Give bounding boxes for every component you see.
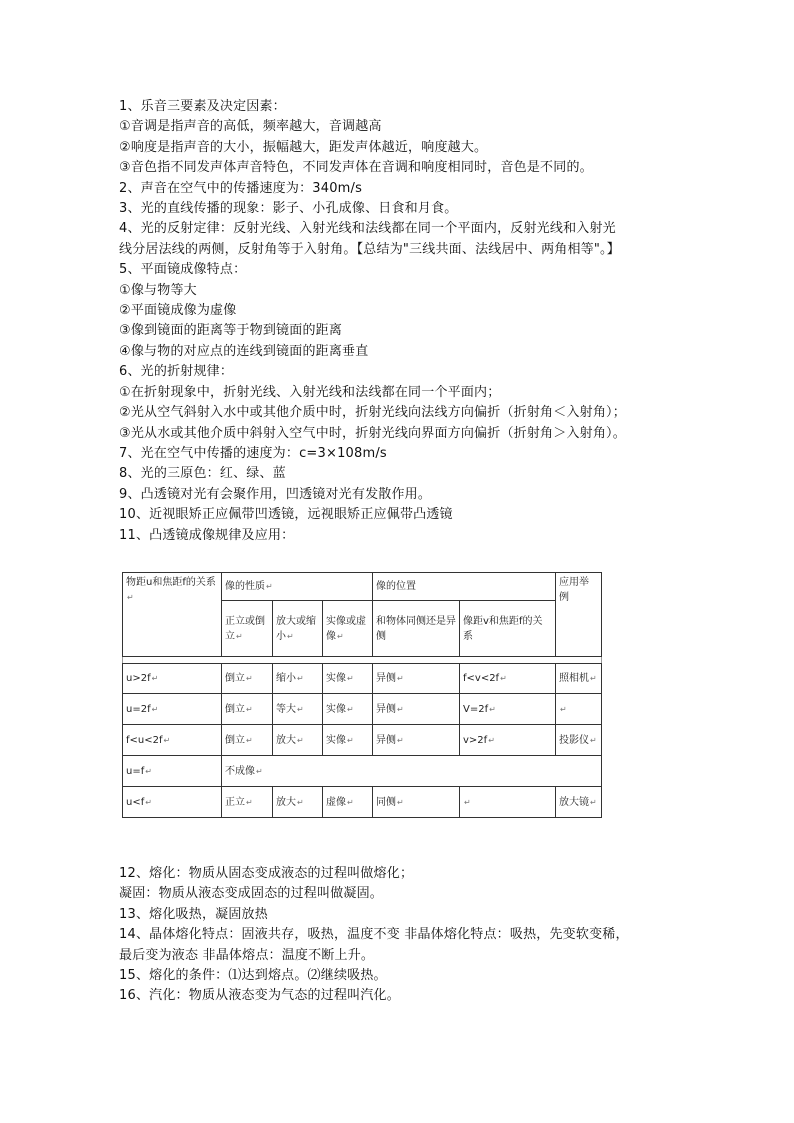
text-line: 13、熔化吸热，凝固放热 [119, 906, 268, 922]
text-line: 5、平面镜成像特点： [119, 262, 247, 278]
text-line: ③光从水或其他介质中斜射入空气中时，折射光线向界面方向偏折（折射角＞入射角）。 [119, 425, 626, 441]
text-line: ④像与物的对应点的连线到镜面的距离垂直 [119, 343, 369, 359]
table-cell: 不成像↵ [222, 756, 602, 787]
notes-top [119, 97, 759, 546]
header-cell-image-position: 像的位置 [373, 573, 556, 601]
text-line: 6、光的折射规律： [119, 364, 234, 380]
table-cell: V=2f↵ [460, 694, 556, 725]
subheader-cell: 实像或虚像↵ [323, 601, 373, 657]
text-line: ③像到镜面的距离等于物到镜面的距离 [119, 323, 343, 339]
table-cell: u=2f↵ [123, 694, 222, 725]
table-cell: 放大↵ [273, 725, 323, 756]
table-cell: 投影仪↵ [556, 725, 602, 756]
table-cell: 实像↵ [323, 694, 373, 725]
table-cell: ↵ [460, 787, 556, 818]
text-line: ①音调是指声音的高低，频率越大，音调越高 [119, 119, 382, 135]
text-line: 8、光的三原色：红、绿、蓝 [119, 466, 286, 482]
table-cell: v>2f↵ [460, 725, 556, 756]
table-cell: u=f↵ [123, 756, 222, 787]
table-cell: f<v<2f↵ [460, 664, 556, 694]
text-line: 1、乐音三要素及决定因素： [119, 99, 286, 114]
table-cell: 异侧↵ [373, 694, 460, 725]
header-cell-distance: 物距u和焦距f的关系↵ [123, 573, 222, 657]
header-cell-application: 应用举例 [556, 573, 602, 657]
table [122, 572, 602, 818]
table-row [123, 756, 602, 787]
text-line: ②平面镜成像为虚像 [119, 303, 237, 319]
table-cell: 同侧↵ [373, 787, 460, 818]
text-line: 2、声音在空气中的传播速度为：340m/s [119, 180, 363, 196]
text-line: 3、光的直线传播的现象：影子、小孔成像、日食和月食。 [119, 201, 458, 217]
text-line: ②光从空气斜射入水中或其他介质中时，折射光线向法线方向偏折（折射角＜入射角）； [119, 405, 626, 421]
text-line: 7、光在空气中传播的速度为：c=3×108m/s [119, 445, 387, 461]
text-line: 凝固：物质从液态变成固态的过程叫做凝固。 [119, 886, 384, 902]
text-line: 12、熔化：物质从固态变成液态的过程叫做熔化； [119, 866, 414, 881]
table-cell: 等大↵ [273, 694, 323, 725]
subheader-cell: 像距v和焦距f的关系 [460, 601, 556, 657]
text-line: ②响度是指声音的大小，振幅越大，距发声体越近，响度越大。 [119, 139, 488, 155]
table-cell: u>2f↵ [123, 664, 222, 694]
text-line: 16、汽化：物质从液态变为气态的过程叫汽化。 [119, 988, 400, 1004]
table-cell: 倒立↵ [222, 664, 273, 694]
table-cell: u<f↵ [123, 787, 222, 818]
subheader-cell: 正立或倒立↵ [222, 601, 273, 657]
table-row [123, 725, 602, 756]
table-cell: 照相机↵ [556, 664, 602, 694]
table-row [123, 694, 602, 725]
table-cell: f<u<2f↵ [123, 725, 222, 756]
text-line: 4、光的反射定律：反射光线、入射光线和法线都在同一个平面内，反射光线和入射光 [119, 221, 616, 237]
table-cell: 实像↵ [323, 725, 373, 756]
header-cell-image-nature: 像的性质↵ [222, 573, 373, 601]
text-line: 9、凸透镜对光有会聚作用，凹透镜对光有发散作用。 [119, 486, 432, 502]
text-line: ③音色指不同发声体声音特色，不同发声体在音调和响度相同时，音色是不同的。 [119, 160, 593, 176]
table-cell: 放大↵ [273, 787, 323, 818]
table-row [123, 787, 602, 818]
lens-imaging-table [122, 572, 602, 818]
text-line: 10、近视眼矫正应佩带凹透镜，远视眼矫正应佩带凸透镜 [119, 507, 453, 523]
text-line: 15、熔化的条件：⑴达到熔点。⑵继续吸热。 [119, 968, 387, 984]
text-line: 14、晶体熔化特点：固液共存，吸热，温度不变 非晶体熔化特点：吸热，先变软变稀， [119, 927, 629, 943]
table-cell: 倒立↵ [222, 694, 273, 725]
table-cell: 倒立↵ [222, 725, 273, 756]
table-cell: 异侧↵ [373, 725, 460, 756]
table-cell: 缩小↵ [273, 664, 323, 694]
notes-bottom [119, 864, 759, 1007]
text-line: 线分居法线的两侧，反射角等于入射角。【总结为"三线共面、法线居中、两角相等"。】 [119, 241, 620, 257]
table-cell: 异侧↵ [373, 664, 460, 694]
text-line: 11、凸透镜成像规律及应用： [119, 527, 295, 543]
text-line: 最后变为液态 非晶体熔点：温度不断上升。 [119, 947, 375, 963]
table-row [123, 664, 602, 694]
separator-row [123, 657, 602, 664]
table-cell: 放大镜↵ [556, 787, 602, 818]
text-line: ①在折射现象中，折射光线、入射光线和法线都在同一个平面内； [119, 384, 501, 400]
subheader-cell: 和物体同侧还是异侧 [373, 601, 460, 657]
table-cell: 实像↵ [323, 664, 373, 694]
table-cell: 正立↵ [222, 787, 273, 818]
subheader-cell: 放大或缩小↵ [273, 601, 323, 657]
table-cell: 虚像↵ [323, 787, 373, 818]
text-line: ①像与物等大 [119, 282, 197, 298]
table-cell: ↵ [556, 694, 602, 725]
